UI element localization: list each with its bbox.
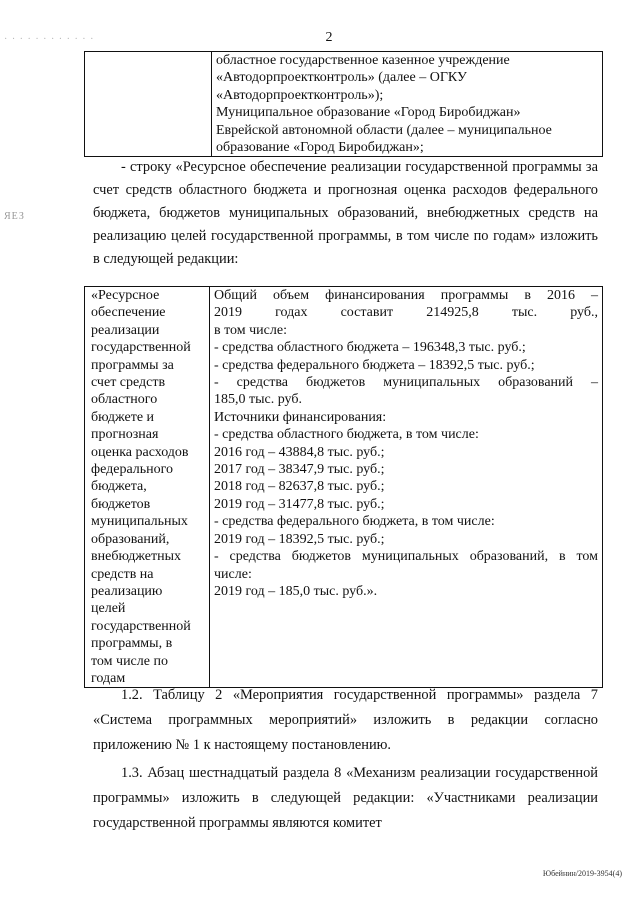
table-resource-provision [84, 286, 603, 688]
table-continuation [84, 51, 603, 157]
table1-line: Муниципальное образование «Город Биробиджан» [216, 105, 521, 121]
left-line: том числе по [91, 653, 168, 669]
right-line: числе: [214, 566, 252, 582]
left-line: целей [91, 601, 126, 617]
right-line: - средства бюджетов муниципальных образований – [214, 375, 598, 391]
table1-line: «Автодорпроектконтроль»); [216, 87, 384, 103]
left-line: образований, [91, 531, 170, 547]
left-line: средств на [91, 566, 154, 582]
left-line: реализации [91, 322, 160, 338]
page-number: 2 [325, 30, 333, 45]
scan-artifact-top: · · · · · · · · · · · · [4, 34, 95, 45]
right-line: 2019 годах составит 214925,8 тыс. руб., [214, 305, 598, 321]
left-line: бюджетов [91, 496, 151, 512]
left-line: реализацию [91, 583, 163, 599]
table1-line: областное государственное казенное учреждение [216, 53, 510, 68]
left-line: программы, в [91, 636, 173, 652]
left-line: «Ресурсное [91, 288, 160, 303]
right-line: 2016 год – 43884,8 тыс. руб.; [214, 444, 385, 460]
table1-left-cell [85, 52, 212, 157]
right-line: 185,0 тыс. руб. [214, 392, 302, 408]
left-line: внебюджетных [91, 549, 182, 565]
right-line: - средства федерального бюджета, в том числе: [214, 514, 495, 530]
left-line: государственной [91, 340, 191, 356]
left-line: прогнозная [91, 427, 159, 443]
right-line: 2019 год – 18392,5 тыс. руб.; [214, 531, 385, 547]
left-line: бюджета, [91, 479, 147, 495]
left-line: областного [91, 392, 158, 408]
paragraph-resource-line: - строку «Ресурсное обеспечение реализации государственной программы за счет средств областного бюджета и прогнозная оценка расходов федерального бюджета, бюджетов муниципальных образований, внебюджетных средств на реализацию целей государственной программы, в том числе по годам» изложить в следующей редакции: [93, 159, 598, 267]
left-line: счет средств [91, 375, 166, 391]
table2-right-cell [210, 287, 603, 688]
right-line: - средства бюджетов муниципальных образований, в том [214, 549, 598, 565]
table1-line: Еврейской автономной области (далее – муниципальное [216, 122, 552, 138]
right-line: 2018 год – 82637,8 тыс. руб.; [214, 479, 385, 495]
table1-line: образование «Город Биробиджан»; [216, 140, 424, 156]
right-line: 2019 год – 185,0 тыс. руб.». [214, 583, 378, 599]
paragraph-1-3: 1.3. Абзац шестнадцатый раздела 8 «Механизм реализации государственной программы» изложить в следующей редакции: «Участниками реализации государственной программы являются комитет [93, 765, 598, 831]
scan-artifact-margin: ЯЕЗ [4, 211, 25, 222]
table2-left-cell [85, 287, 210, 688]
left-line: программы за [91, 357, 174, 373]
right-line: 2019 год – 31477,8 тыс. руб.; [214, 496, 385, 512]
table1-line: «Автодорпроектконтроль» (далее – ОГКУ [216, 70, 467, 86]
right-line: - средства областного бюджета – 196348,3 тыс. руб.; [214, 340, 526, 356]
left-line: государственной [91, 618, 191, 634]
left-line: федерального [91, 462, 174, 478]
left-line: муниципальных [91, 514, 188, 530]
right-line: - средства областного бюджета, в том числе: [214, 427, 479, 443]
right-line: Источники финансирования: [214, 409, 387, 425]
left-line: бюджете и [91, 409, 155, 425]
footer-code: Юбейнин/2019-3954(4) [542, 869, 622, 878]
right-line: 2017 год – 38347,9 тыс. руб.; [214, 462, 385, 478]
right-line: Общий объем финансирования программы в 2016 – [214, 288, 598, 303]
right-line: в том числе: [214, 322, 287, 338]
left-line: оценка расходов [91, 444, 189, 460]
right-line: - средства федерального бюджета – 18392,5 тыс. руб.; [214, 357, 535, 373]
left-line: обеспечение [91, 305, 166, 321]
paragraph-1-2: 1.2. Таблицу 2 «Мероприятия государственной программы» раздела 7 «Система программных мероприятий» изложить в редакции согласно приложению № 1 к настоящему постановлению. [93, 687, 598, 753]
table1-right-cell [212, 52, 603, 157]
left-line: годам [91, 670, 126, 686]
